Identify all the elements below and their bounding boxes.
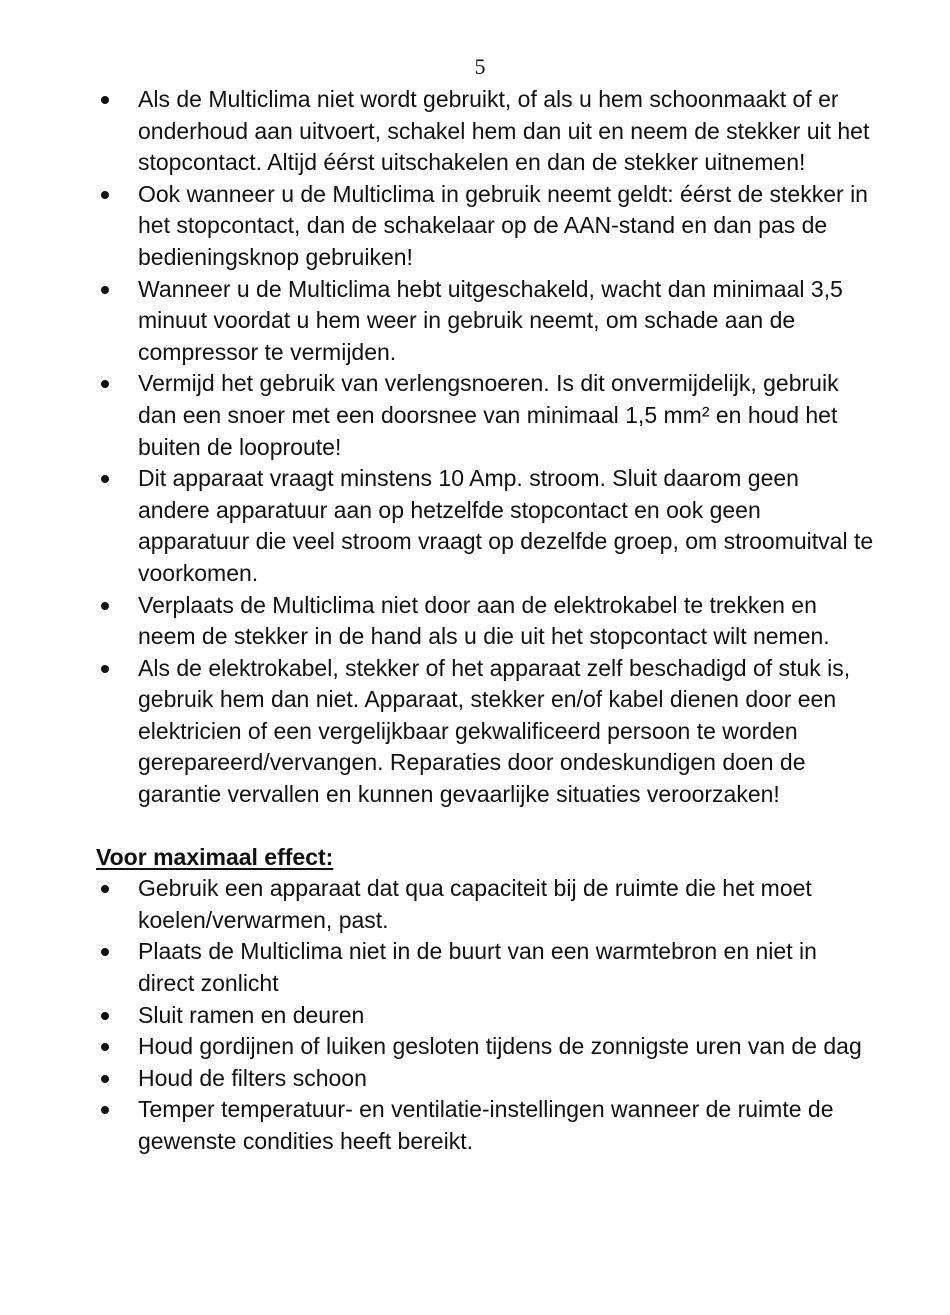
list-item — [96, 1094, 876, 1157]
list-item-text: Plaats de Multiclima niet in de buurt van een warmtebron en niet in direct zonlicht — [138, 938, 817, 997]
list-item — [96, 1063, 876, 1095]
page-content — [96, 84, 876, 1158]
bullet-icon — [101, 286, 109, 294]
list-item-text: Wanneer u de Multiclima hebt uitgeschakeld, wacht dan minimaal 3,5 minuut voordat u hem weer in gebruik neemt, om schade aan de compressor te vermijden. — [138, 275, 843, 365]
effect-tips-list — [96, 873, 876, 1157]
list-item-text: Als de elektrokabel, stekker of het apparaat zelf beschadigd of stuk is, gebruik hem dan niet. Apparaat, stekker en/of kabel dienen door een elektricien of een vergelijkbaar gekwalificeerd persoon te worden gerepareerd/vervangen. Reparaties door ondeskundigen doen de garantie vervallen en kunnen gevaarlijke situaties veroorzaken! — [138, 654, 851, 808]
list-item-text: Sluit ramen en deuren — [138, 1001, 365, 1028]
list-item-text: Vermijd het gebruik van verlengsnoeren. Is dit onvermijdelijk, gebruik dan een snoer met een doorsnee van minimaal 1,5 mm² en houd het buiten de looproute! — [138, 370, 839, 460]
section-heading: Voor maximaal effect: — [96, 843, 334, 870]
list-item — [96, 590, 876, 653]
bullet-icon — [101, 1043, 109, 1051]
list-item — [96, 653, 876, 811]
list-item — [96, 873, 876, 936]
bullet-icon — [101, 1106, 109, 1114]
list-item — [96, 84, 876, 179]
bullet-icon — [101, 475, 109, 483]
list-item-text: Dit apparaat vraagt minstens 10 Amp. stroom. Sluit daarom geen andere apparatuur aan op hetzelfde stopcontact en ook geen apparatuur die veel stroom vraagt op dezelfde groep, om stroomuitval te voorkomen. — [138, 465, 874, 586]
bullet-icon — [101, 96, 109, 104]
list-item — [96, 274, 876, 369]
list-item — [96, 1031, 876, 1063]
list-item — [96, 463, 876, 589]
bullet-icon — [101, 948, 109, 956]
bullet-icon — [101, 1075, 109, 1083]
bullet-icon — [101, 665, 109, 673]
safety-instructions-list — [96, 84, 876, 811]
list-item-text: Als de Multiclima niet wordt gebruikt, of als u hem schoonmaakt of er onderhoud aan uitvoert, schakel hem dan uit en neem de stekker uit het stopcontact. Altijd éérst uitschakelen en dan de stekker uitnemen! — [138, 86, 870, 176]
list-item-text: Gebruik een apparaat dat qua capaciteit bij de ruimte die het moet koelen/verwarmen, past. — [138, 875, 812, 933]
bullet-icon — [101, 380, 109, 388]
page-number: 5 — [474, 54, 486, 79]
list-item-text: Houd gordijnen of luiken gesloten tijdens de zonnigste uren van de dag — [138, 1033, 862, 1060]
list-item — [96, 1000, 876, 1032]
list-item-text: Houd de filters schoon — [138, 1064, 367, 1091]
bullet-icon — [101, 191, 109, 199]
bullet-icon — [101, 885, 109, 893]
list-item — [96, 368, 876, 463]
list-item-text: Ook wanneer u de Multiclima in gebruik neemt geldt: éérst de stekker in het stopcontact, dan de schakelaar op de AAN-stand en dan pas de bedieningsknop gebruiken! — [138, 180, 868, 270]
list-item-text: Temper temperatuur- en ventilatie-instellingen wanneer de ruimte de gewenste condities heeft bereikt. — [138, 1096, 834, 1154]
bullet-icon — [101, 602, 109, 610]
bullet-icon — [101, 1012, 109, 1020]
list-item-text: Verplaats de Multiclima niet door aan de elektrokabel te trekken en neem de stekker in de hand als u die uit het stopcontact wilt nemen. — [138, 591, 830, 650]
list-item — [96, 936, 876, 999]
list-item — [96, 179, 876, 274]
